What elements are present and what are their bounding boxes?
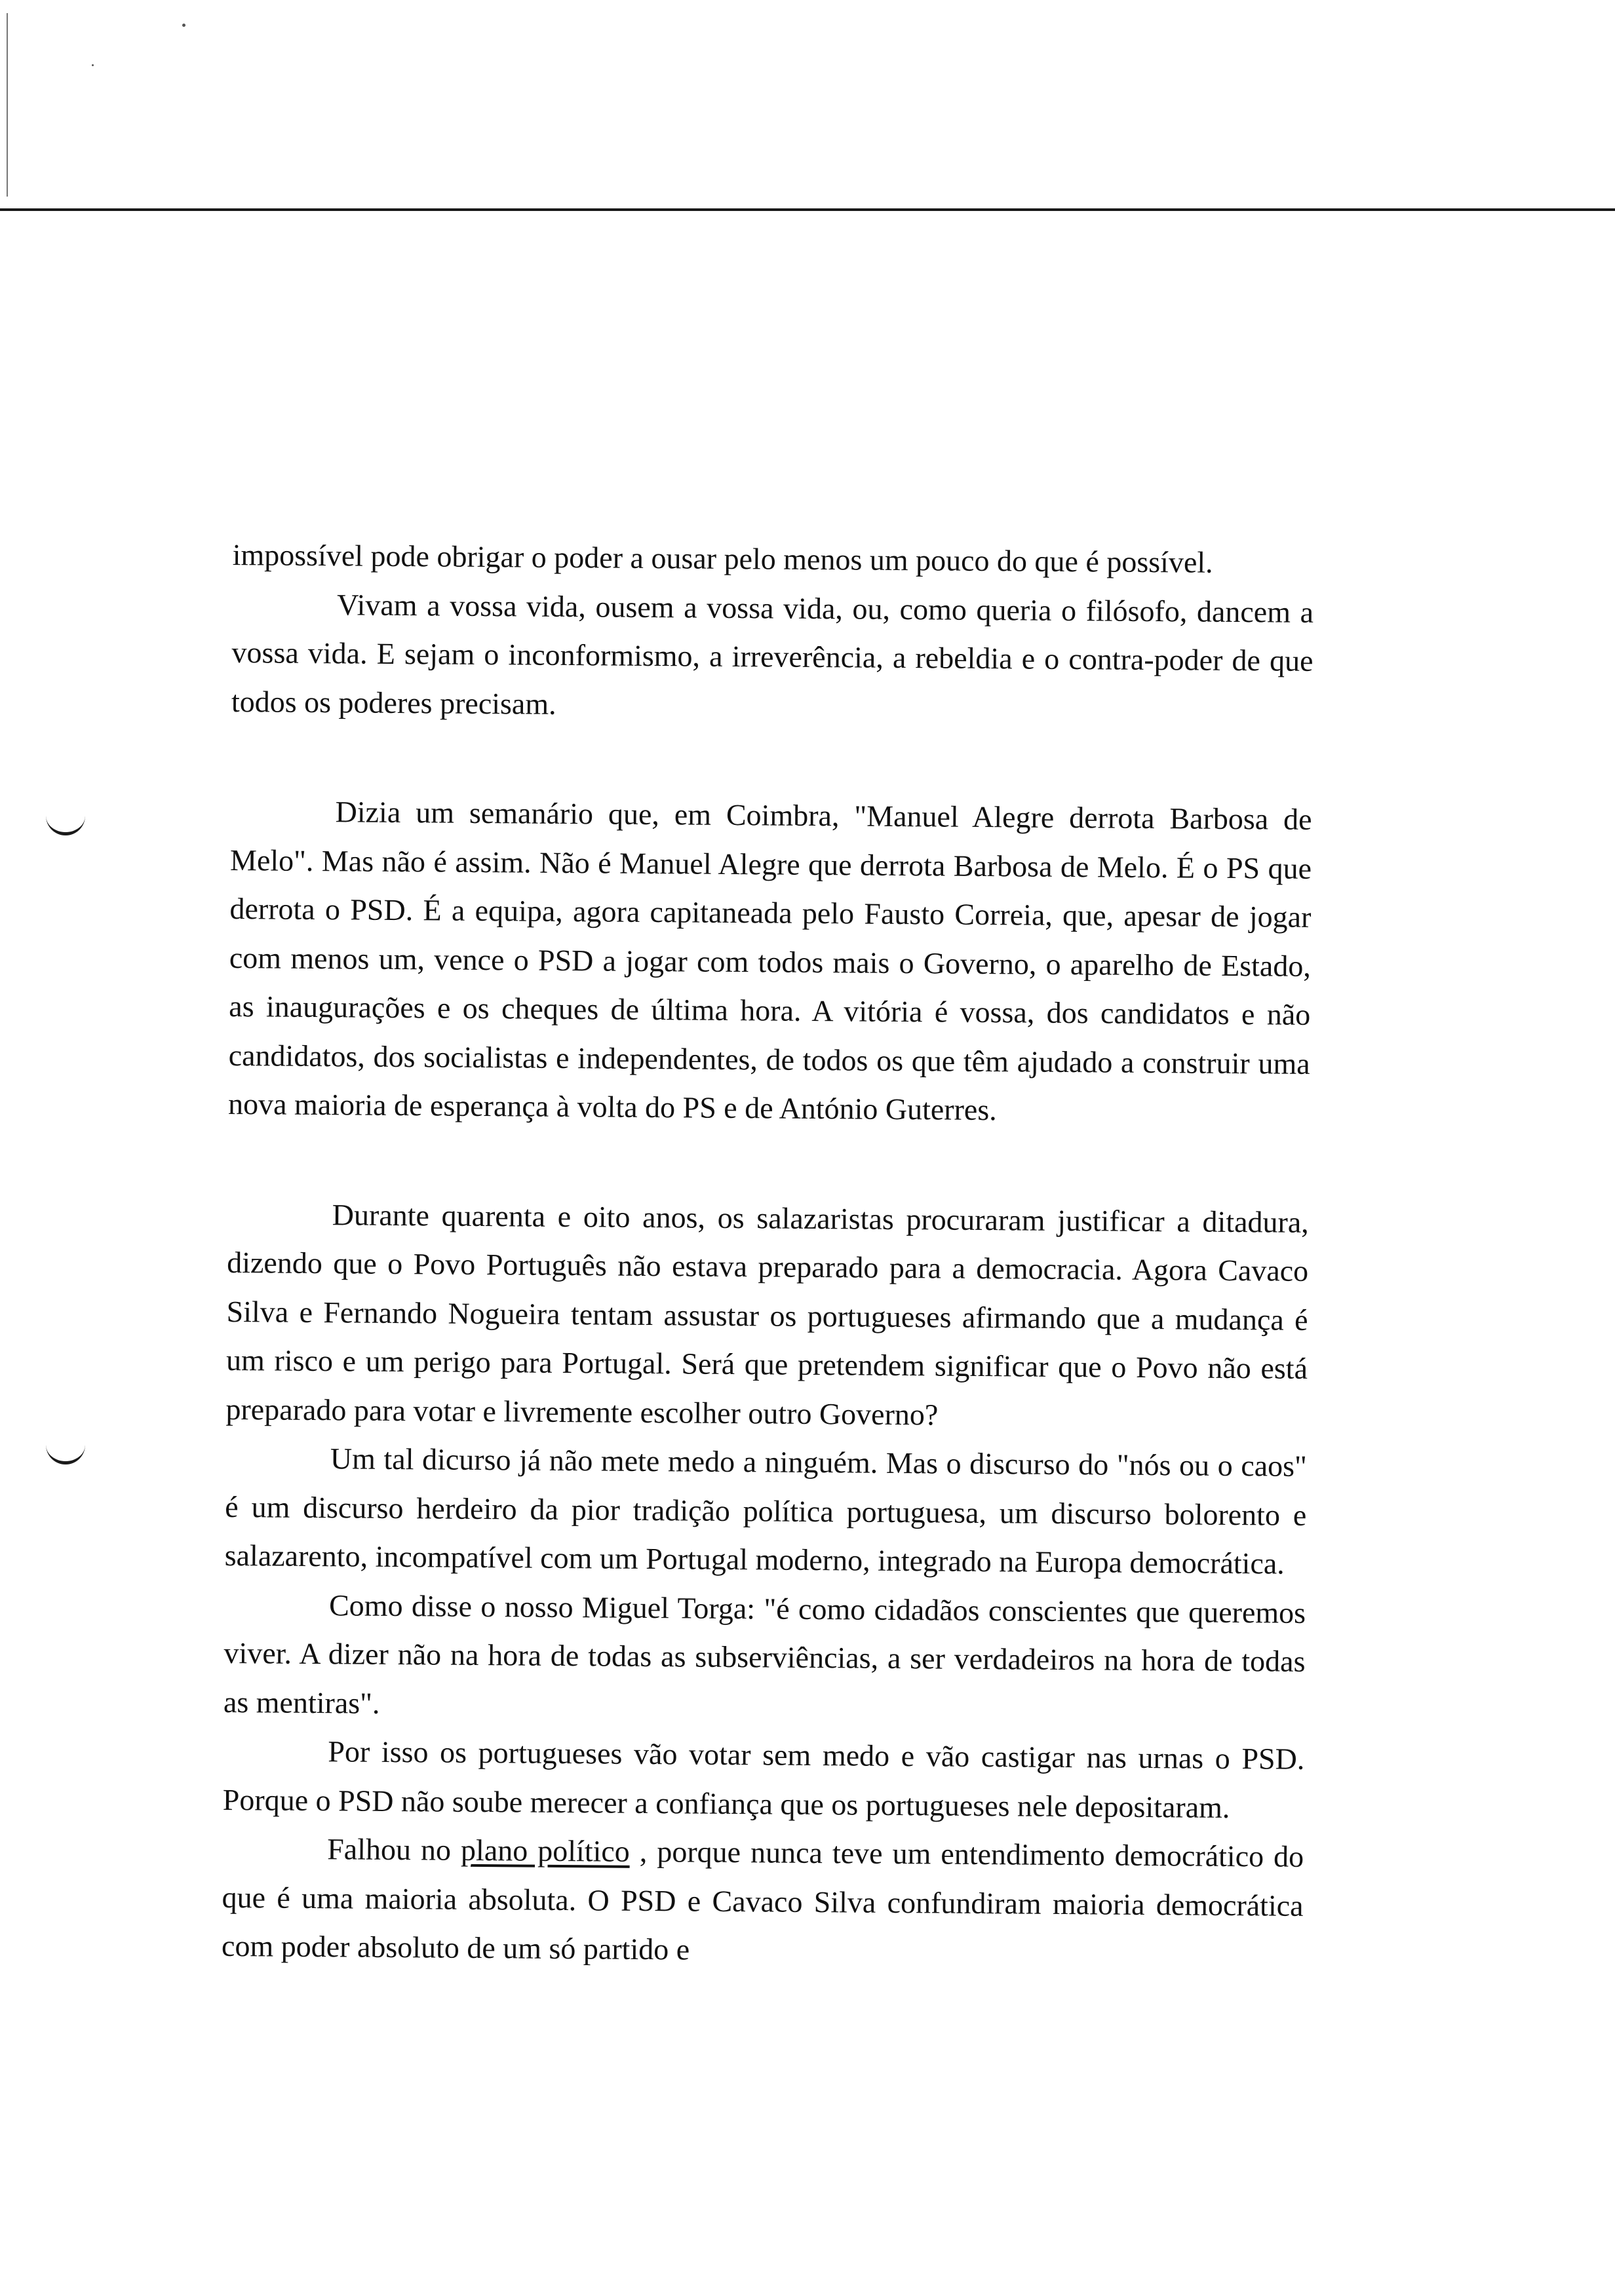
scan-speck — [182, 24, 185, 27]
paragraph-with-underline — [222, 1824, 1304, 1979]
margin-bracket-mark — [46, 813, 85, 835]
paragraph: Durante quarenta e oito anos, os salazaristas procuraram justificar a ditadura, dizendo que o Povo Português não estava preparado para a democracia. Agora Cavaco Silva e Fernando Nogueira tentam assustar os portugueses afirmando que a mudança é um risco e um perigo para Portugal. Será que pretendem significar que o Povo não está preparado para votar e livremente escolher outro Governo? — [225, 1197, 1309, 1431]
scan-left-edge-mark — [7, 13, 8, 197]
paragraph: Vivam a vossa vida, ousem a vossa vida, ou, como queria o filósofo, dancem a vossa vida. E sejam o inconformismo, a irreverência, a rebeldia e o contra-poder de que todos os poderes precisam. — [231, 587, 1314, 721]
paragraph: impossível pode obrigar o poder a ousar pelo menos um pouco do que é possível. — [232, 537, 1213, 579]
paragraph: Como disse o nosso Miguel Torga: "é como cidadãos conscientes que queremos viver. A dizer não na hora de todas as subserviências, a ser verdadeiros na hora de todas as mentiras". — [223, 1588, 1306, 1720]
paragraph: Por isso os portugueses vão votar sem medo e vão castigar nas urnas o PSD. Porque o PSD não soube merecer a confiança que os portugueses nele depositaram. — [222, 1734, 1305, 1824]
paragraph-text: Falhou no — [327, 1832, 461, 1867]
underlined-phrase: plano político — [460, 1833, 631, 1868]
top-horizontal-rule — [0, 208, 1615, 211]
document-body — [222, 531, 1314, 1979]
scan-speck — [92, 64, 94, 66]
paragraph: Um tal dicurso já não mete medo a ninguém. Mas o discurso do "nós ou o caos" é um discurso herdeiro da pior tradição política portuguesa, um discurso bolorento e salazarento, incompatível com um Portugal moderno, integrado na Europa democrática. — [224, 1442, 1308, 1580]
margin-bracket-mark — [46, 1442, 85, 1464]
paragraph: Dizia um semanário que, em Coimbra, "Manuel Alegre derrota Barbosa de Melo". Mas não é assim. Não é Manuel Alegre que derrota Barbosa de Melo. É o PS que derrota o PSD. É a equipa, agora capitaneada pelo Fausto Correia, que, apesar de jogar com menos um, vence o PSD a jogar com todos mais o Governo, o aparelho de Estado, as inaugurações e os cheques de última hora. A vitória é vossa, dos candidatos e não candidatos, dos socialistas e independentes, de todos os que têm ajudado a construir uma nova maioria de esperança à volta do PS e de António Guterres. — [227, 795, 1312, 1127]
paragraph-text: , porque nunca teve um entendimento democrático do que é uma maioria absoluta. O PSD e Cavaco Silva confundiram maioria democrática com poder absoluto de um só partido e — [221, 1834, 1304, 1966]
